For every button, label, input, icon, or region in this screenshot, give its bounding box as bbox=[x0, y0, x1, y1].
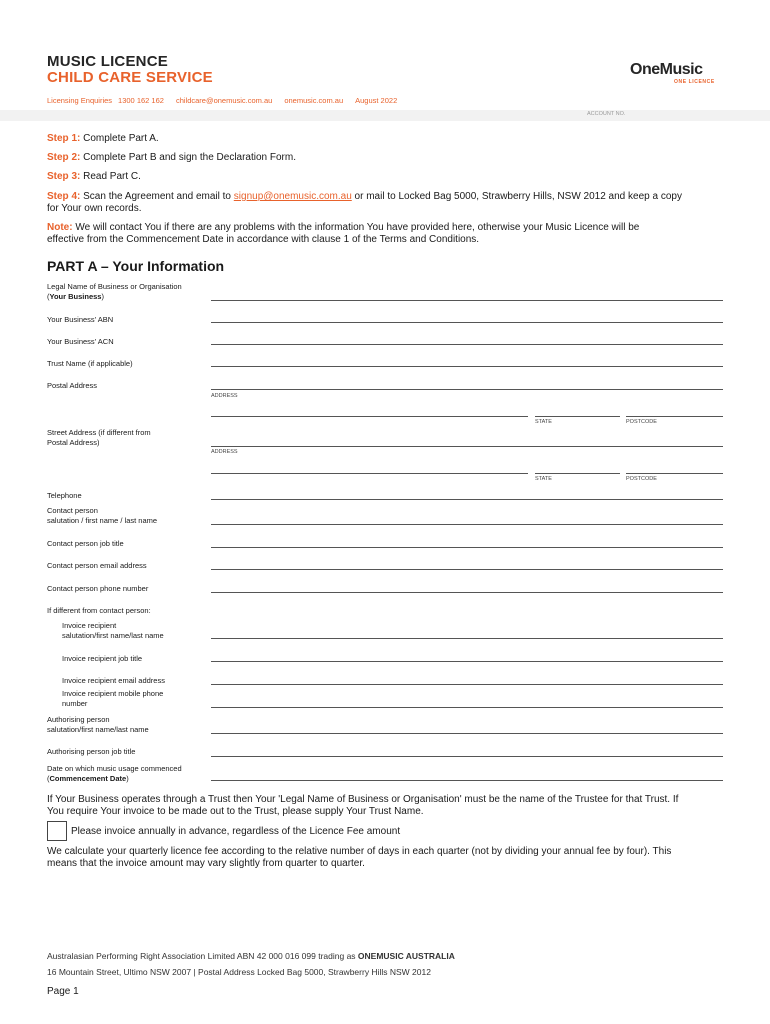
commencement-date-field[interactable] bbox=[211, 780, 723, 781]
page-number: Page 1 bbox=[47, 986, 79, 997]
website-link[interactable]: onemusic.com.au bbox=[284, 96, 344, 105]
step-2 bbox=[47, 152, 296, 163]
invoice-annually-checkbox[interactable] bbox=[47, 821, 67, 841]
telephone-field[interactable] bbox=[211, 499, 723, 500]
invoice-email-label: Invoice recipient email address bbox=[62, 676, 165, 685]
contact-phone-field[interactable] bbox=[211, 592, 723, 593]
invoice-job-label: Invoice recipient job title bbox=[62, 654, 143, 663]
title-line-2: CHILD CARE SERVICE bbox=[47, 69, 213, 86]
step-1 bbox=[47, 133, 159, 144]
street-address-label: Street Address (if different from Postal Address) bbox=[47, 428, 151, 447]
invoice-recipient-field[interactable] bbox=[211, 638, 723, 639]
step-4-text-a: Scan the Agreement and email to bbox=[80, 191, 234, 202]
street-postcode-sublabel: POSTCODE bbox=[626, 476, 657, 482]
postal-state-sublabel: STATE bbox=[535, 419, 552, 425]
postal-address-line-2[interactable] bbox=[211, 416, 528, 417]
postal-postcode-field[interactable] bbox=[626, 416, 723, 417]
street-address-field[interactable] bbox=[211, 446, 723, 447]
step-4-label: Step 4: bbox=[47, 191, 81, 202]
street-address-sublabel: ADDRESS bbox=[211, 449, 238, 455]
step-1-label: Step 1: bbox=[47, 133, 81, 144]
trust-paragraph: If Your Business operates through a Trust then Your 'Legal Name of Business or Organisation' must be the name of the Trustee for that Trust. If You require Your invoice to be made out to the Trust, please supply Your Trust Name. bbox=[47, 794, 679, 817]
step-4-text-c: for Your own records. bbox=[47, 203, 142, 214]
invoice-job-field[interactable] bbox=[211, 661, 723, 662]
street-state-sublabel: STATE bbox=[535, 476, 552, 482]
title-line-1: MUSIC LICENCE bbox=[47, 53, 168, 70]
step-4-text-b: or mail to Locked Bag 5000, Strawberry Hills, NSW 2012 and keep a copy bbox=[351, 191, 682, 202]
contact-phone-label: Contact person phone number bbox=[47, 584, 149, 593]
postal-address-field[interactable] bbox=[211, 389, 723, 390]
contact-person-field[interactable] bbox=[211, 524, 723, 525]
step-3-label: Step 3: bbox=[47, 171, 81, 182]
phone-number: 1300 162 162 bbox=[118, 96, 164, 105]
abn-label: Your Business' ABN bbox=[47, 315, 114, 324]
part-a-heading: PART A – Your Information bbox=[47, 258, 225, 274]
trust-name-label: Trust Name (if applicable) bbox=[47, 359, 133, 368]
contact-job-label: Contact person job title bbox=[47, 539, 124, 548]
note-text-a: We will contact You if there are any problems with the information You have provided here, otherwise your Music Licence will be bbox=[72, 222, 640, 233]
step-4 bbox=[47, 191, 682, 215]
signup-email-link[interactable]: signup@onemusic.com.au bbox=[233, 191, 352, 202]
street-postcode-field[interactable] bbox=[626, 473, 723, 474]
invoice-annually-label: Please invoice annually in advance, regardless of the Licence Fee amount bbox=[71, 826, 401, 837]
postal-postcode-sublabel: POSTCODE bbox=[626, 419, 657, 425]
account-bar bbox=[0, 110, 770, 121]
note bbox=[47, 222, 639, 246]
trust-name-field[interactable] bbox=[211, 366, 723, 367]
step-2-text: Complete Part B and sign the Declaration Form. bbox=[80, 152, 296, 163]
postal-state-field[interactable] bbox=[535, 416, 620, 417]
note-text-b: effective from the Commencement Date in accordance with clause 1 of the Terms and Conditions. bbox=[47, 234, 480, 245]
invoice-mobile-field[interactable] bbox=[211, 707, 723, 708]
contact-person-label: Contact person salutation / first name / last name bbox=[47, 506, 158, 525]
commencement-date-label: Date on which music usage commenced (Commencement Date) bbox=[47, 764, 182, 783]
invoice-recipient-label: Invoice recipient salutation/first name/last name bbox=[62, 621, 164, 640]
street-state-field[interactable] bbox=[535, 473, 620, 474]
note-label: Note: bbox=[47, 222, 73, 233]
account-number-label: ACCOUNT NO. bbox=[587, 111, 626, 117]
invoice-email-field[interactable] bbox=[211, 684, 723, 685]
contact-email[interactable]: childcare@onemusic.com.au bbox=[175, 96, 273, 105]
contact-email-field[interactable] bbox=[211, 569, 723, 570]
street-address-line-2[interactable] bbox=[211, 473, 528, 474]
acn-label: Your Business' ACN bbox=[47, 337, 114, 346]
postal-address-sublabel: ADDRESS bbox=[211, 393, 238, 399]
legal-name-label: Legal Name of Business or Organisation (Your Business) bbox=[47, 282, 182, 301]
contact-bar bbox=[47, 96, 409, 105]
invoice-mobile-label: Invoice recipient mobile phone number bbox=[62, 689, 164, 708]
step-1-text: Complete Part A. bbox=[80, 133, 159, 144]
onemusic-logo: OneMusic bbox=[630, 61, 703, 78]
postal-address-label: Postal Address bbox=[47, 381, 98, 390]
step-2-label: Step 2: bbox=[47, 152, 81, 163]
authorising-person-label: Authorising person salutation/first name/last name bbox=[47, 715, 149, 734]
if-different-label: If different from contact person: bbox=[47, 606, 151, 615]
authorising-job-label: Authorising person job title bbox=[47, 747, 136, 756]
authorising-person-field[interactable] bbox=[211, 733, 723, 734]
licensing-label: Licensing Enquiries bbox=[47, 96, 113, 105]
telephone-label: Telephone bbox=[47, 491, 82, 500]
quarterly-fee-paragraph: We calculate your quarterly licence fee according to the relative number of days in each quarter (not by dividing your annual fee by four). This means that the invoice amount may vary slightly from quarter to quarter. bbox=[47, 846, 672, 869]
step-3 bbox=[47, 171, 141, 182]
abn-field[interactable] bbox=[211, 322, 723, 323]
step-3-text: Read Part C. bbox=[80, 171, 141, 182]
acn-field[interactable] bbox=[211, 344, 723, 345]
contact-email-label: Contact person email address bbox=[47, 561, 147, 570]
logo-subtitle: ONE LICENCE bbox=[674, 79, 715, 85]
issue-date: August 2022 bbox=[355, 96, 398, 105]
contact-job-field[interactable] bbox=[211, 547, 723, 548]
footer-address: 16 Mountain Street, Ultimo NSW 2007 | Postal Address Locked Bag 5000, Strawberry Hills NSW 2012 bbox=[47, 967, 431, 977]
legal-name-field[interactable] bbox=[211, 300, 723, 301]
authorising-job-field[interactable] bbox=[211, 756, 723, 757]
footer-company: Australasian Performing Right Association Limited ABN 42 000 016 099 trading as ONEMUSIC AUSTRALIA bbox=[47, 951, 455, 961]
